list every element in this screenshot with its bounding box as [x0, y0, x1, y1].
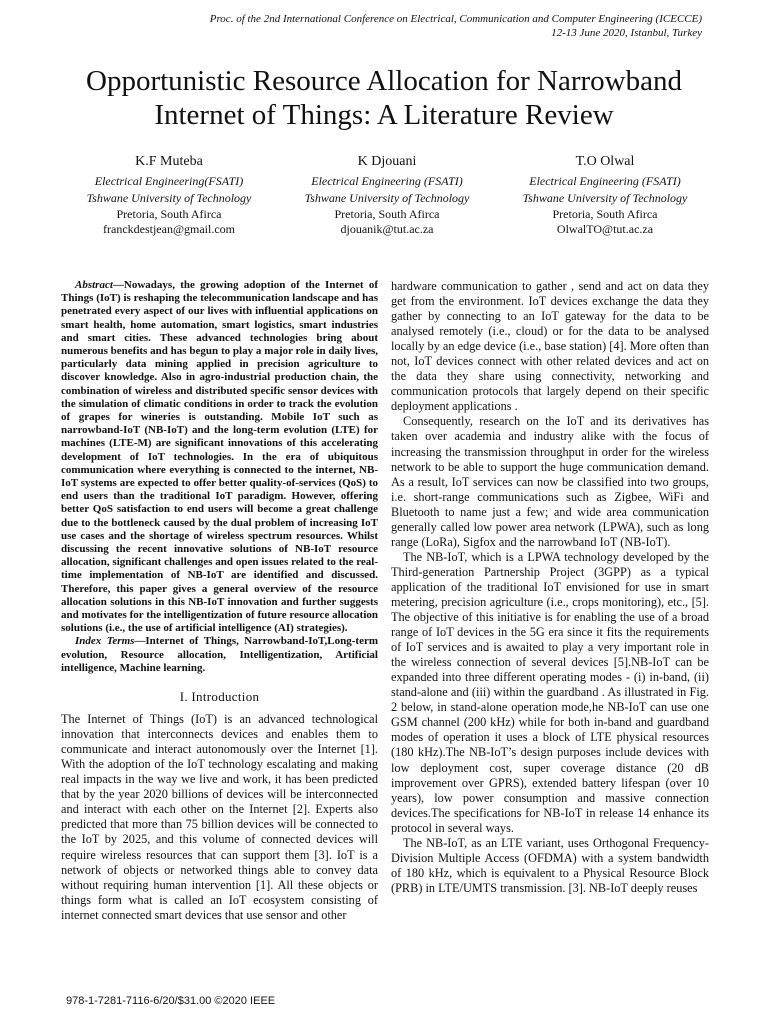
section-heading-introduction: I. Introduction [179, 689, 260, 705]
intro-paragraph-1: The Internet of Things (IoT) is an advanced technological innovation that interconnects devices and enables them to communicate and interact autonomously over the Internet [1]. With the adoption of the IoT technology escalating and making real impacts in the way we live and work, it has been predicted that by the year 2020 billions of devices will be interconnected and interact with each other on the Internet [2]. Experts also predicted that more than 75 billion devices will be connected to the IoT by 2025, and this volume of connected devices will require wireless resources that can support them [3]. IoT is a network of objects or networked things able to convey data without requiring human intervention [1]. All these objects or things form what is called an IoT ecosystem consisting of internet connected smart devices that use sensor and other [61, 712, 378, 922]
author-location: Pretoria, South Afirca [334, 207, 440, 221]
body-paragraph-3: The NB-IoT, which is a LPWA technology developed by the Third-generation Partnership Project (3GPP) as a typical application of the traditional IoT envisioned for use in smart metering, precision agriculture (i.e., crops monitoring), etc., [5]. The objective of this initiative is for enabling the use of a broad range of IoT devices in the 5G era since it fits the requirements of IoT services and is awaited to play a very important role in the wireless connection of several devices [5].NB-IoT can be expanded into three different operating modes - (i) in-band, (ii) stand-alone and (iii) within the guardband . As illustrated in Fig. 2 below, in stand-alone operation mode,he NB-IoT can use one GSM channel (200 kHz) while for both in-band and guardband modes of operation it uses a block of LTE physical resources (180 kHz).The NB-IoT’s design purposes include devices with low deployment cost, super coverage distance (20 dB improvement over GPRS), extended battery lifespan (over 10 years), low power consumption and massive connection devices.The specifications for NB-IoT in release 14 enhance its protocol in several ways. [391, 549, 709, 835]
index-terms-label: Index Terms [75, 635, 135, 648]
abstract [61, 279, 378, 635]
author-location: Pretoria, South Afirca [552, 207, 658, 221]
paper-title [30, 64, 738, 132]
author-1 [64, 154, 274, 237]
abstract-text: —Nowadays, the growing adoption of the Internet of Things (IoT) is reshaping the telecommunication landscape and has penetrated every aspect of our lives with influential applications on smart health, home automation, smart logistics, smart industries and smart cities. These advanced technologies bring about numerous benefits and has begun to play a major role in daily lives, particularly data mining applied in precision agriculture to discover knowledge. Also in agro-industrial production chain, the combination of wireless and distributed specific sensor devices with the simulation of climatic conditions in order to track the evolution of grapes for wineries is outstanding. Mobile IoT such as narrowband-IoT (NB-IoT) and the long-term evolution (LTE) for machines (LTE-M) are significant innovations of this accelerating development of IoT technologies. In the era of ubiquitous communication where everything is connected to the internet, NB-IoT systems are expected to offer better quality-of-services (QoS) to end users than the traditional IoT paradigm. However, offering better QoS satisfaction to end users will become a great challenge due to the bottleneck caused by the dual problem of increasing IoT use cases and the shortage of wireless spectrum resources. Whilst discussing the recent innovative solutions of NB-IoT resource allocation, significant challenges and open issues related to the real-time implementation of NB-IoT are identified and discussed. Therefore, this paper gives a general overview of the resource allocation solutions in this NB-IoT innovation and further suggests and motivates for the intelligentization of future resource allocation solutions (i.e., the use of artificial intelligence (AI) strategies). [61, 279, 378, 635]
index-terms [61, 635, 378, 675]
author-university: Tshwane University of Technology [86, 191, 252, 205]
body-paragraph-2: Consequently, research on the IoT and its derivatives has taken over academia and industry alike with the focus of increasing the transmission throughput in order for the wireless network to be able to support the huge communication demand. As a result, IoT services can now be classified into two groups, i.e. short-range communications such as Zigbee, WiFi and Bluetooth to name just a few; and wide area communication generally called low power area network (LPWA), such as long range (LoRa), Sigfox and the narrowband IoT (NB-IoT). [391, 414, 709, 549]
copyright-footer: 978-1-7281-7116-6/20/$31.00 ©2020 IEEE [66, 995, 276, 1007]
author-affiliation: Electrical Engineering (FSATI) [529, 174, 681, 188]
author-2 [282, 154, 492, 237]
author-university: Tshwane University of Technology [304, 191, 470, 205]
author-affiliation: Electrical Engineering (FSATI) [311, 174, 463, 188]
author-name: K Djouani [357, 154, 417, 169]
right-column [391, 279, 709, 896]
body-paragraph-1: hardware communication to gather , send and act on data they get from the environment. IoT devices exchange the data they gather by connecting to an IoT gateway for the data to be analysed remotely (i.e., cloud) or for the data to be analysed locally by an edge device (i.e., base station) [4]. More often than not, IoT devices connect with other related devices and act on the data they share using connectivity, networking and communication protocols that largely depend on their specific deployment applications . [391, 279, 709, 414]
author-3 [500, 154, 710, 237]
author-email[interactable]: franckdestjean@gmail.com [103, 222, 235, 236]
paper-title-line1: Opportunistic Resource Allocation for Narrowband [86, 65, 682, 97]
conference-header [182, 12, 702, 40]
abstract-label: Abstract [75, 279, 113, 291]
left-column [61, 279, 378, 923]
author-location: Pretoria, South Afirca [116, 207, 222, 221]
paper-title-line2: Internet of Things: A Literature Review [154, 99, 614, 131]
conference-header-line2: 12-13 June 2020, Istanbul, Turkey [551, 27, 702, 39]
conference-header-line1: Proc. of the 2nd International Conference on Electrical, Communication and Computer Engineering (ICECCE) [209, 13, 702, 25]
body-paragraph-4: The NB-IoT, as an LTE variant, uses Orthogonal Frequency-Division Multiple Access (OFDMA) with a system bandwidth of 180 kHz, which is equivalent to a Physical Resource Block (PRB) in LTE/UMTS transmission. [3]. NB-IoT deeply reuses [391, 835, 709, 895]
author-name: T.O Olwal [575, 154, 635, 169]
author-name: K.F Muteba [135, 154, 203, 169]
author-block [64, 154, 710, 237]
author-affiliation: Electrical Engineering(FSATI) [94, 174, 244, 188]
author-email[interactable]: djouanik@tut.ac.za [340, 222, 434, 236]
index-terms-text: —Internet of Things, Narrowband-IoT,Long-term evolution, Resource allocation, Intelligentization, Artificial intelligence, Machine learning. [61, 635, 378, 674]
author-university: Tshwane University of Technology [522, 191, 688, 205]
author-email[interactable]: OlwalTO@tut.ac.za [556, 222, 654, 236]
